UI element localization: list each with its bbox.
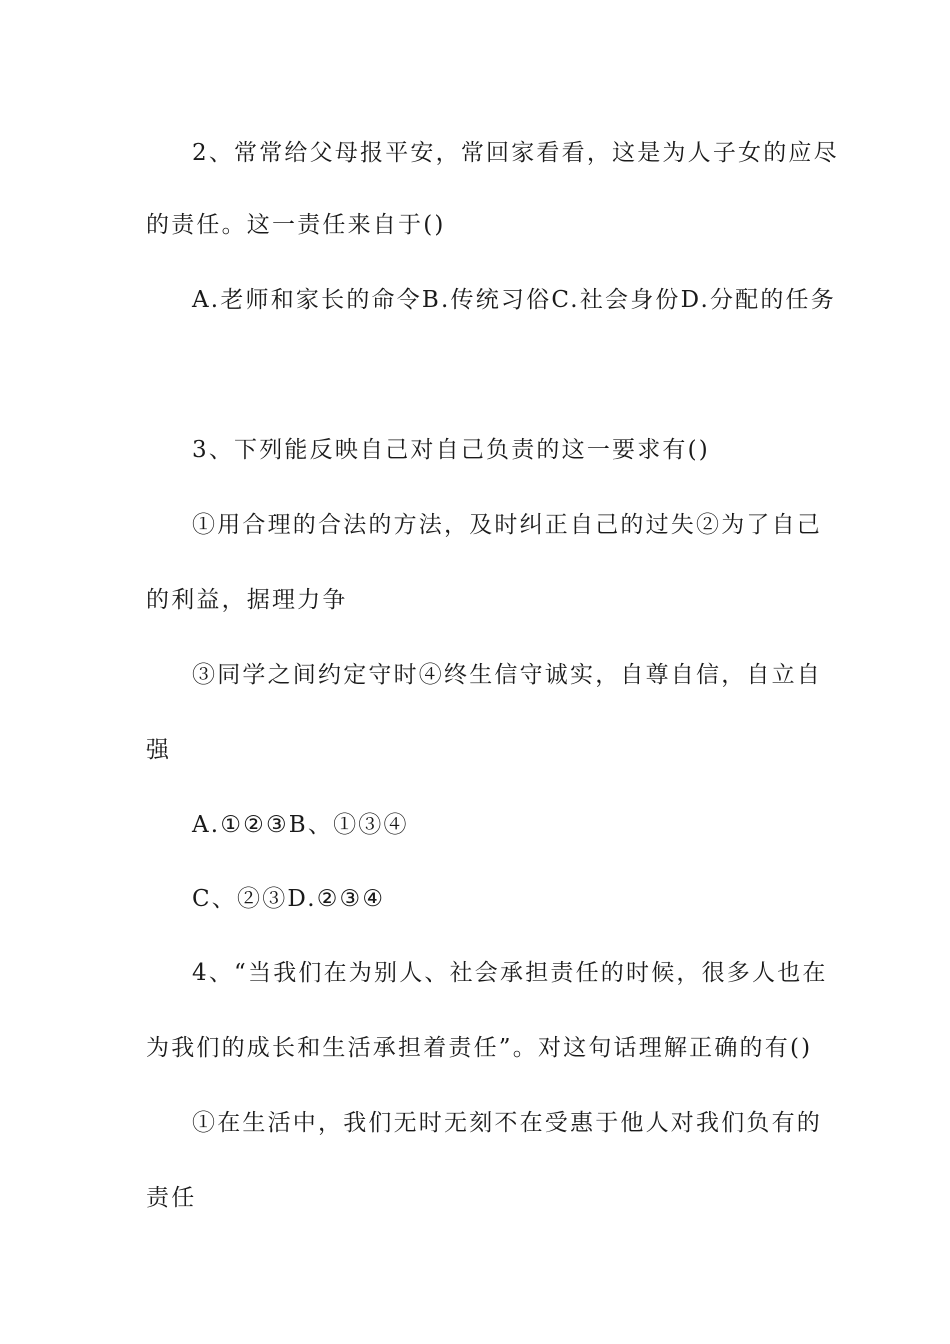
question-3-statements-1-2-line-2: 的利益，据理力争 (146, 587, 348, 613)
question-4-stem-line-2: 为我们的成长和生活承担着责任”。对这句话理解正确的有() (146, 1035, 813, 1061)
question-3-stem: 3、下列能反映自己对自己负责的这一要求有() (192, 437, 710, 463)
question-2-options: A.老师和家长的命令B.传统习俗C.社会身份D.分配的任务 (192, 287, 836, 313)
question-3-options-line-2: C、②③D.②③④ (192, 886, 386, 912)
question-3-statements-1-2-line-1: ①用合理的合法的方法，及时纠正自己的过失②为了自己 (192, 512, 822, 538)
question-3-statements-3-4-line-2: 强 (146, 737, 172, 763)
question-3-options-line-1: A.①②③B、①③④ (192, 812, 409, 838)
question-4-statement-1-line-1: ①在生活中，我们无时无刻不在受惠于他人对我们负有的 (192, 1110, 822, 1136)
question-2-stem-line-1: 2、常常给父母报平安，常回家看看，这是为人子女的应尽 (192, 140, 839, 166)
question-3-statements-3-4-line-1: ③同学之间约定守时④终生信守诚实，自尊自信，自立自 (192, 662, 822, 688)
question-4-statement-1-line-2: 责任 (146, 1185, 197, 1211)
question-4-stem-line-1: 4、“当我们在为别人、社会承担责任的时候，很多人也在 (192, 960, 828, 986)
question-2-stem-line-2: 的责任。这一责任来自于() (146, 212, 446, 238)
